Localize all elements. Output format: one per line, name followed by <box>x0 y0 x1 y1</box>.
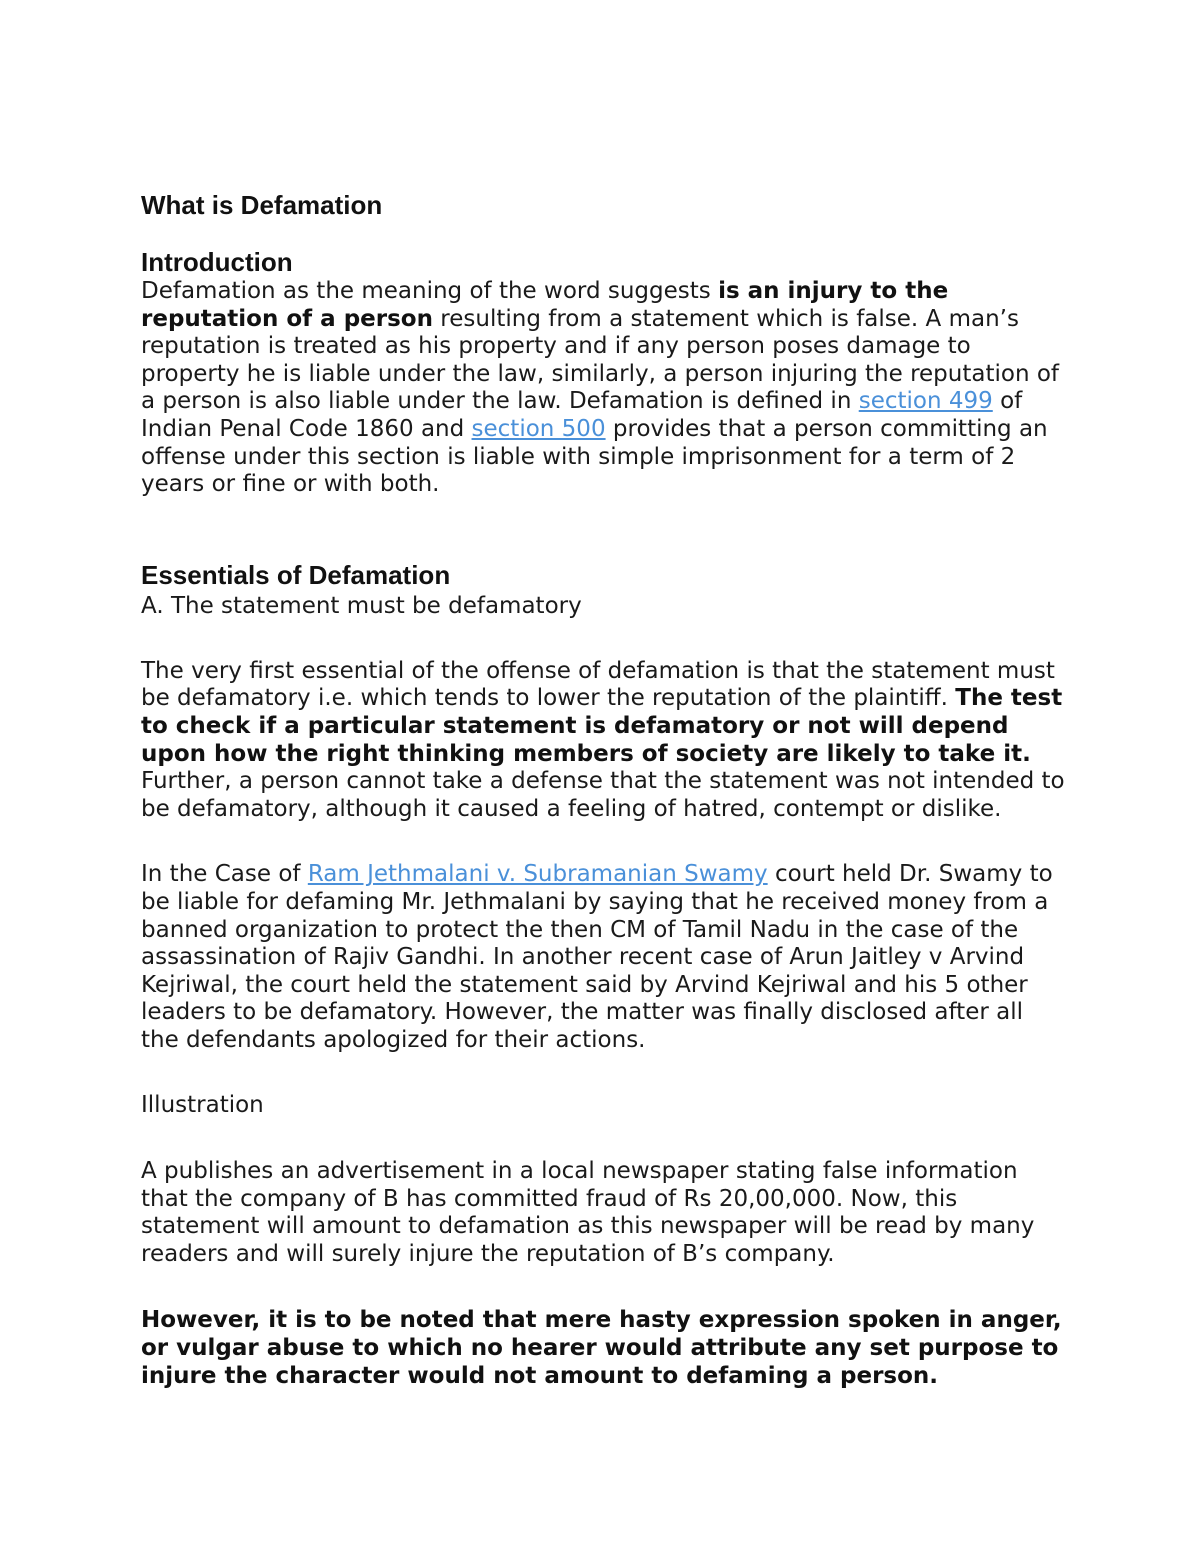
document-title: What is Defamation <box>141 190 383 220</box>
essentials-subheading: A. The statement must be defamatory <box>141 592 582 619</box>
intro-bold-phrase: is an injury to the reputation of a person <box>141 278 949 332</box>
intro-text-3: of Indian Penal Code 1860 and <box>141 388 1023 442</box>
section-499-link[interactable]: section 499 <box>858 388 993 415</box>
defamatory-text: The very first essential of the offense of defamation is that the statement must be defamatory i.e. which tends to lower the reputation of the plaintiff. <box>141 657 1055 712</box>
illustration-paragraph: A publishes an advertisement in a local newspaper stating false information that the company of B has committed fraud of Rs 20,00,000. Now, this statement will amount to defamation as this newspaper will be read by many readers and will surely injure the reputation of B’s company. <box>141 1158 1035 1267</box>
document-page <box>141 186 1066 1390</box>
case-text-before: In the Case of <box>141 861 308 888</box>
final-bold-paragraph: However, it is to be noted that mere hasty expression spoken in anger, or vulgar abuse to which no hearer would attribute any set purpose to injure the character would not amount to defaming a person. <box>141 1307 1062 1390</box>
intro-text-4: provides that a person committing an offense under this section is liable with simple imprisonment for a term of 2 years or fine or with both. <box>141 415 1048 498</box>
illustration-label: Illustration <box>141 1092 264 1119</box>
case-paragraph <box>141 861 1066 1054</box>
introduction-heading: Introduction <box>141 247 293 277</box>
defamatory-test-bold: The test to check if a particular statement is defamatory or not will depend upon how the right thinking members of society are likely to take it. <box>141 685 1063 767</box>
intro-text-2: resulting from a statement which is false. A man’s reputation is treated as his property and if any person poses damage to property he is liable under the law, similarly, a person injuring the reputation of a person is also liable under the law. Defamation is defined in <box>141 305 1060 415</box>
section-500-link[interactable]: section 500 <box>471 415 606 442</box>
defamatory-text-after: Further, a person cannot take a defense that the statement was not intended to be defamatory, although it caused a feeling of hatred, contempt or dislike. <box>141 768 1065 822</box>
defamatory-paragraph <box>141 658 1066 824</box>
intro-text-1: Defamation as the meaning of the word suggests <box>141 278 719 304</box>
case-link-jethmalani-swamy[interactable]: Ram Jethmalani v. Subramanian Swamy <box>307 861 768 888</box>
introduction-paragraph <box>141 278 1066 499</box>
case-text-after: court held Dr. Swamy to be liable for defaming Mr. Jethmalani by saying that he received money from a banned organization to protect the then CM of Tamil Nadu in the case of the assassination of Rajiv Gandhi. In another recent case of Arun Jaitley v Arvind Kejriwal, the court held the statement said by Arvind Kejriwal and his 5 other leaders to be defamatory. However, the matter was finally disclosed after all the defendants apologized for their actions. <box>141 861 1053 1053</box>
essentials-heading: Essentials of Defamation <box>141 559 451 590</box>
